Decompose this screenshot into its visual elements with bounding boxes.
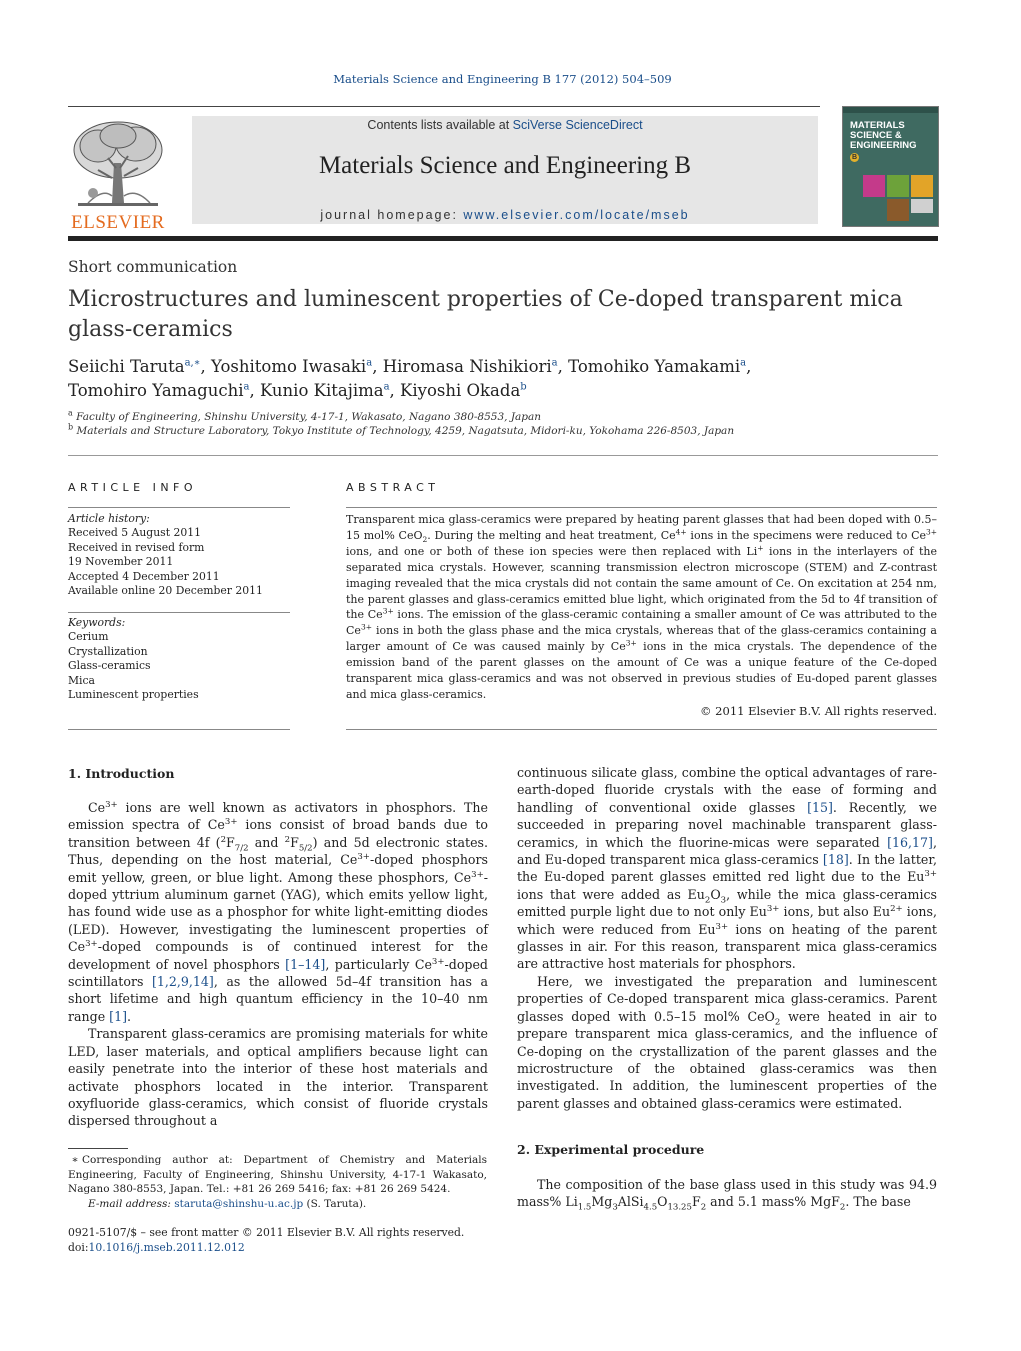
cover-title-line: MATERIALS (850, 120, 905, 131)
header-thick-rule (68, 236, 938, 241)
abstract-text: Transparent mica glass-ceramics were prepared by heating parent glasses that had been doped with 0.5–15 mol% CeO$_2$. During the melting and heat treatment, $Ce^{4+}$ ions in the specimens were reduced to $Ce^{3+}$ ions, and one or both of these ion species were then replaced with Li+ ions in the interlayers of the separated mica crystals. However, scanning transmission electron microscope (STEM) and Z-contrast imaging revealed that the mica crystals did not contain the same amount of Ce. On excitation at 254 nm, the parent glasses and glass-ceramics emitted blue light, which originated from the 5d to 4f transition of the $Ce^{3+}$ ions. The emission of the glass-ceramic containing a smaller amount of Ce was attributed to the $Ce^{3+}$ ions in both the glass phase and the mica crystals, whereas that of the glass-ceramics containing a larger amount of Ce was caused mainly by $Ce^{3+}$ ions in the mica crystals. The dependence of the emission band of the parent glasses on the amount of Ce was a unique feature of the Ce-doped transparent mica glass-ceramics and was not observed in previous studies of Eu-doped parent glasses and mica glass-ceramics. (346, 513, 938, 701)
section-heading-experimental: 2. Experimental procedure (517, 1142, 705, 1157)
journal-title: Materials Science and Engineering B (318, 152, 692, 179)
divider (346, 507, 937, 508)
elsevier-logo[interactable] (68, 118, 168, 233)
keyword: Glass-ceramics (68, 659, 151, 673)
cover-letter-badge: B (851, 154, 858, 161)
divider (68, 729, 290, 730)
sciencedirect-link[interactable]: SciVerse ScienceDirect (512, 118, 643, 132)
keyword: Luminescent properties (68, 688, 199, 702)
author[interactable]: Kiyoshi Okada$^b$ (400, 381, 527, 400)
corresponding-author-footnote: ∗ Corresponding author at: Department of Chemistry and Materials Engineering, Faculty of Engineering, Shinshu University, 4-17-1 Wakasato, Nagano 380-8553, Japan. Tel.: +81 26 269 5416; fax: +81 26 269 5424. E-mail address: staruta@shinshu-u.ac.jp (S. Taruta). (68, 1154, 487, 1210)
cover-title-line: SCIENCE & (850, 130, 902, 141)
author[interactable]: Yoshitomo Iwasaki$^a$ (211, 357, 373, 376)
article-history: Article history: Received 5 August 2011 Received in revised form 19 November 2011 Accepted 4 December 2011 Available online 20 December 2011 (68, 512, 263, 598)
issn-line: 0921-5107/$ – see front matter © 2011 Elsevier B.V. All rights reserved. doi:10.1016/j.mseb.2011.12.012 (68, 1226, 465, 1254)
author[interactable]: Tomohiro Yamaguchi$^a$ (68, 381, 250, 400)
elsevier-tree-icon (68, 118, 168, 210)
cover-image-tile (911, 199, 933, 213)
article-info-heading: ARTICLE INFO (68, 481, 198, 494)
author-list: Seiichi Taruta$^{a,∗}$, Yoshitomo Iwasaki$^a$, Hiromasa Nishikiori$^a$, Tomohiko Yamakami$^a$, Tomohiro Yamaguchi$^a$, Kunio Kitajima$^a$, Kiyoshi Okada$^b$ (68, 357, 752, 400)
history-label: Article history: (68, 512, 150, 525)
journal-banner (192, 116, 818, 224)
article-type: Short communication (68, 258, 238, 276)
affiliation: $^b$ Materials and Structure Laboratory, Tokyo Institute of Technology, 4259, Nagatsuta, Midori-ku, Yokohama 226-8503, Japan (68, 422, 735, 437)
cover-title (850, 121, 936, 151)
keywords-label: Keywords: (68, 616, 126, 629)
intro-body-left: $Ce^{3+}$ ions are well known as activators in phosphors. The emission spectra of $Ce^{3+}$ ions consist of broad bands due to transition between 4f ($^2F_{7/2}$ and $^2F_{5/2}$) and 5d electronic states. Thus, depending on the host material, $Ce^{3+}$-doped phosphors emit yellow, green, or blue light. Among these phosphors, $Ce^{3+}$-doped yttrium aluminum garnet (YAG), which emits yellow light, has found wide use as a phosphor for white light-emitting diodes (LED). However, investigating the luminescent properties of $Ce^{3+}$-doped compounds is of continued interest for the development of novel phosphors [1–14], particularly $Ce^{3+}$-doped scintillators [1,2,9,14], as the allowed 5d–4f transition has a short lifetime and high quantum efficiency in the 10–40 nm range [1]. Transparent glass-ceramics are promising materials for white LED, laser materials, and optical amplifiers because light can easily penetrate into the interior of these host materials and activate phosphors located in the interior. Transparent oxyfluoride glass-ceramics, which consist of fluoride crystals dispersed throughout a (68, 799, 489, 1129)
author[interactable]: Hiromasa Nishikiori$^a$ (382, 357, 558, 376)
cover-image-tile (863, 175, 885, 197)
cover-image-tile (887, 175, 909, 197)
contents-prefix: Contents lists available at (367, 118, 513, 132)
journal-reference[interactable]: Materials Science and Engineering B 177 (2012) 504–509 (333, 72, 672, 86)
article-title: Microstructures and luminescent properties of Ce-doped transparent mica glass-ceramics (68, 287, 903, 342)
journal-cover-thumbnail[interactable] (842, 106, 939, 227)
experimental-body: The composition of the base glass used in this study was 94.9 mass% $Li_{1.5}Mg_3AlSi_{4.5}O_{13.25}F_2$ and 5.1 mass% MgF$_2$. The base (517, 1177, 937, 1213)
author[interactable]: Seiichi Taruta$^{a,∗}$ (68, 357, 201, 376)
doi-link[interactable]: 10.1016/j.mseb.2011.12.012 (88, 1241, 245, 1254)
divider (68, 507, 290, 508)
divider (68, 455, 938, 456)
cover-image-tile (911, 175, 933, 197)
elsevier-wordmark: ELSEVIER (71, 212, 165, 233)
divider (68, 612, 290, 613)
cover-title-line: ENGINEERING (850, 140, 917, 151)
divider (346, 729, 937, 730)
affiliation: $^a$ Faculty of Engineering, Shinshu University, 4-17-1, Wakasato, Nagano 380-8553, Japan (68, 408, 542, 423)
keyword: Mica (68, 673, 95, 687)
header-rule (68, 106, 820, 107)
author[interactable]: Kunio Kitajima$^a$ (259, 381, 390, 400)
copyright-notice: © 2011 Elsevier B.V. All rights reserved. (700, 704, 937, 718)
homepage-link[interactable]: www.elsevier.com/locate/mseb (463, 208, 690, 222)
homepage-line (192, 208, 818, 222)
contents-line (192, 118, 818, 132)
keywords (68, 616, 199, 702)
author[interactable]: Tomohiko Yamakami$^a$ (568, 357, 747, 376)
keyword: Cerium (68, 630, 109, 644)
keyword: Crystallization (68, 644, 148, 658)
homepage-prefix: journal homepage: (320, 208, 464, 222)
email-link[interactable]: staruta@shinshu-u.ac.jp (174, 1197, 304, 1210)
intro-body-right: continuous silicate glass, combine the optical advantages of rare-earth-doped fluoride crystals with the ease of forming and handling of conventional oxide glasses [15]. Recently, we succeeded in preparing novel machinable transparent glass-ceramics, in which the fluorine-micas were separated [16,17], and Eu-doped transparent mica glass-ceramics [18]. In the latter, the Eu-doped parent glasses emitted red light due to the $Eu^{3+}$ ions that were added as $Eu_2O_3$, while the mica glass-ceramics emitted purple light due to not only $Eu^{3+}$ ions, but also $Eu^{2+}$ ions, which were reduced from $Eu^{3+}$ ions on heating of the parent glasses in air. For this reason, transparent mica glass-ceramics are attractive host materials for phosphors. Here, we investigated the preparation and luminescent properties of Ce-doped transparent mica glass-ceramics. Parent glasses doped with 0.5–15 mol% CeO$_2$ were heated in air to prepare transparent mica glass-ceramics, and the influence of Ce-doping on the crystallization of the parent glasses and the microstructure of the obtained glass-ceramics was then investigated. In addition, the luminescent properties of the parent glasses and obtained glass-ceramics were estimated. (517, 765, 937, 1111)
abstract-heading: ABSTRACT (346, 481, 440, 494)
cover-image-tile (887, 199, 909, 221)
section-heading-introduction: 1. Introduction (68, 766, 175, 781)
footnote-rule (68, 1148, 128, 1149)
